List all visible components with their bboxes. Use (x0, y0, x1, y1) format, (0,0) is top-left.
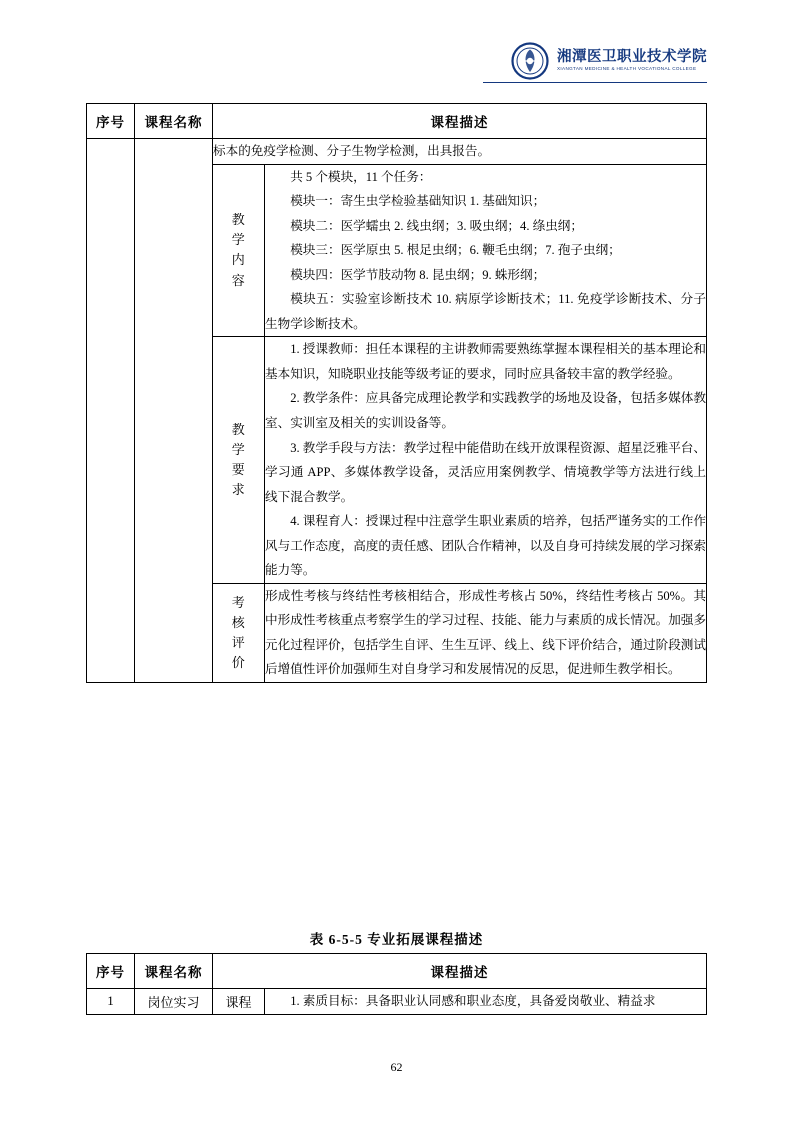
cell-teaching-requirements (265, 337, 707, 583)
paragraph: 3. 教学手段与方法：教学过程中能借助在线开放课程资源、超星泛雅平台、学习通 APP、多媒体教学设备，灵活应用案例教学、情境教学等方法进行线上线下混合教学。 (265, 440, 706, 504)
column-header-name: 课程名称 (135, 954, 213, 989)
college-logo (511, 42, 707, 80)
column-header-desc: 课程描述 (213, 104, 707, 139)
column-header-name: 课程名称 (135, 104, 213, 139)
cell-assessment (265, 583, 707, 682)
cell-label-teaching-requirements: 教 学 要 求 (213, 337, 265, 583)
paragraph: 共 5 个模块，11 个任务： (290, 169, 432, 184)
cell-continued-text (213, 139, 707, 165)
paragraph: 模块四：医学节肢动物 8. 昆虫纲；9. 蛛形纲； (290, 267, 546, 282)
paragraph: 4. 课程育人：授课过程中注意学生职业素质的培养，包括严谨务实的工作作风与工作态度，高度的责任感、团队合作精神，以及自身可持续发展的学习探索能力等。 (265, 514, 706, 578)
college-name-cn: 湘潭医卫职业技术学院 (557, 48, 707, 65)
cell-course-name: 岗位实习 (135, 989, 213, 1015)
table-header-row (87, 104, 707, 139)
column-header-no: 序号 (87, 104, 135, 139)
paragraph: 标本的免疫学检测、分子生物学检测，出具报告。 (213, 144, 491, 158)
paragraph: 2. 教学条件：应具备完成理论教学和实践教学的场地及设备，包括多媒体教室、实训室及相关的实训设备等。 (265, 391, 706, 431)
paragraph: 模块一：寄生虫学检验基础知识 1. 基础知识； (290, 194, 546, 209)
column-header-desc: 课程描述 (213, 954, 707, 989)
cell-teaching-content (265, 164, 707, 337)
cell-label-assessment: 考 核 评 价 (213, 583, 265, 682)
paragraph: 1. 授课教师：担任本课程的主讲教师需要熟练掌握本课程相关的基本理论和基本知识，知晓职业技能等级考证的要求，同时应具备较丰富的教学经验。 (265, 342, 706, 381)
cell-course-name (135, 139, 213, 683)
paragraph: 模块五：实验室诊断技术 10. 病原学诊断技术；11. 免疫学诊断技术、分子生物学诊断技术。 (265, 292, 706, 331)
college-name-en: XIANGTAN MEDICINE & HEALTH VOCATIONAL COLLEGE (557, 66, 697, 72)
paragraph: 模块三：医学原虫 5. 根足虫纲；6. 鞭毛虫纲；7. 孢子虫纲； (290, 243, 621, 258)
cell-course-description (265, 989, 707, 1015)
cell-label-course: 课程 (213, 989, 265, 1015)
paragraph: 形成性考核与终结性考核相结合，形成性考核占 50%，终结性考核占 50%。其中形成性考核重点考察学生的学习过程、技能、能力与素质的成长情况。加强多元化过程评价，包括学生自评、生生互评、线上、线下评价结合，通过阶段测试后增值性评价加强师生对自身学习和发展情况的反思，促进师生教学相长。 (265, 588, 706, 677)
column-header-no: 序号 (87, 954, 135, 989)
page-number: 62 (390, 1060, 403, 1074)
table-row (87, 989, 707, 1015)
college-wordmark (557, 50, 707, 72)
table-title-6-5-5: 表 6-5-5 专业拓展课程描述 (309, 932, 484, 947)
paragraph: 1. 素质目标：具备职业认同感和职业态度，具备爱岗敬业、精益求 (290, 994, 656, 1008)
cell-serial-number: 1 (87, 989, 135, 1015)
cell-label-teaching-content: 教 学 内 容 (213, 164, 265, 337)
extension-course-table (86, 953, 707, 1015)
table-row (87, 139, 707, 165)
paragraph: 模块二：医学蠕虫 2. 线虫纲；3. 吸虫纲；4. 绦虫纲； (290, 218, 583, 233)
cell-serial-number (87, 139, 135, 683)
logo-divider (483, 82, 707, 83)
college-emblem-icon (511, 42, 549, 80)
table-header-row (87, 954, 707, 989)
course-description-table-continued (86, 103, 707, 683)
